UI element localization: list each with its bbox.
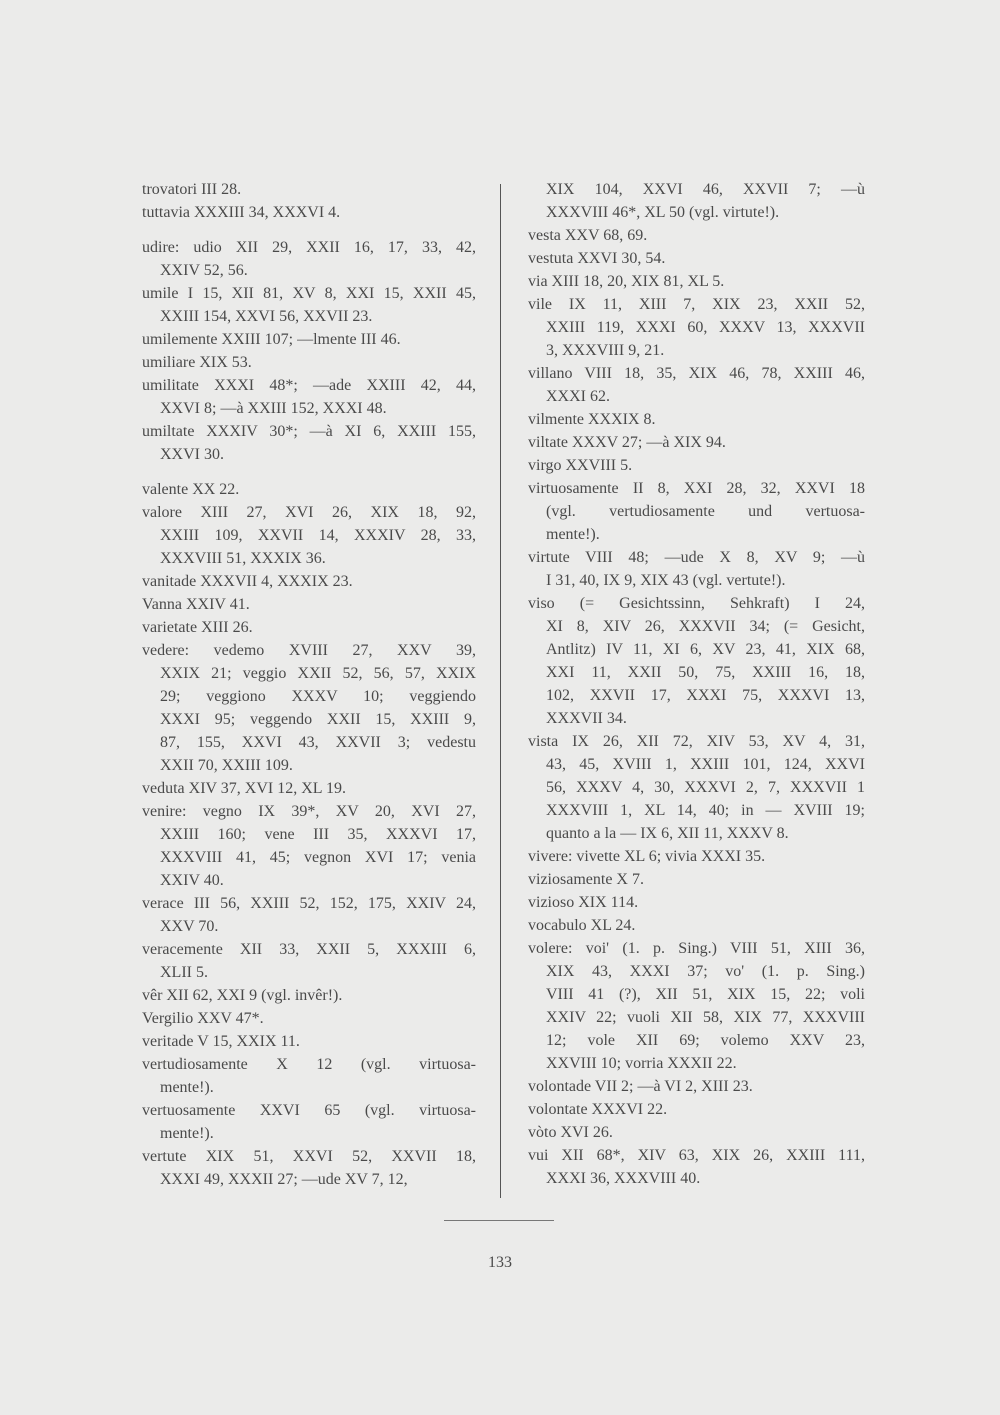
- entry-line: umiltate XXXIV 30*; —à XI 6, XXIII 155,: [142, 423, 476, 440]
- entry-line: Vanna XXIV 41.: [142, 596, 250, 613]
- entry-line: vile IX 11, XIII 7, XIX 23, XXII 52,: [528, 296, 865, 313]
- entry-line: I 31, 40, IX 9, XIX 43 (vgl. vertute!).: [546, 572, 786, 589]
- entry-line: XIX 104, XXVI 46, XXVII 7; —ù: [546, 181, 865, 198]
- entry-line: XXIV 40.: [160, 872, 224, 889]
- entry-line: veracemente XII 33, XXII 5, XXXIII 6,: [142, 941, 476, 958]
- entry-line: XXXVII 34.: [546, 710, 627, 727]
- index-entry: [142, 201, 476, 224]
- entry-line: 56, XXXV 4, 30, XXXVI 2, 7, XXXVII 1: [546, 779, 865, 796]
- entry-line: Antlitz) IV 11, XI 6, XV 23, 41, XIX 68,: [546, 641, 865, 658]
- index-entry: [528, 293, 865, 362]
- entry-line: 29; veggiono XXXV 10; veggiendo: [160, 688, 476, 705]
- index-entry: [528, 546, 865, 592]
- entry-line: XXV 70.: [160, 918, 219, 935]
- entry-line: vocabulo XL 24.: [528, 917, 636, 934]
- entry-line: 3, XXXVIII 9, 21.: [546, 342, 665, 359]
- left-column: [142, 178, 476, 1191]
- entry-line: volontade VII 2; —à VI 2, XIII 23.: [528, 1078, 753, 1095]
- index-entry: [142, 593, 476, 616]
- entry-line: mente!).: [546, 526, 600, 543]
- index-entry: [142, 984, 476, 1007]
- entry-line: XXIV 22; vuoli XII 58, XIX 77, XXXVIII: [546, 1009, 865, 1026]
- entry-line: vertuosamente XXVI 65 (vgl. virtuosa-: [142, 1102, 476, 1119]
- entry-line: virtute VIII 48; —ude X 8, XV 9; —ù: [528, 549, 865, 566]
- entry-line: viziosamente X 7.: [528, 871, 644, 888]
- index-entry: [528, 247, 865, 270]
- entry-line: vesta XXV 68, 69.: [528, 227, 648, 244]
- entry-line: XXIII 160; vene III 35, XXXVI 17,: [160, 826, 476, 843]
- index-entry: [528, 431, 865, 454]
- entry-line: virtuosamente II 8, XXI 28, 32, XXVI 18: [528, 480, 865, 497]
- entry-line: 43, 45, XVIII 1, XXIII 101, 124, XXVI: [546, 756, 865, 773]
- entry-line: udire: udio XII 29, XXII 16, 17, 33, 42,: [142, 239, 476, 256]
- footer-rule: [444, 1220, 554, 1221]
- index-entry: [528, 454, 865, 477]
- entry-line: quanto a la — IX 6, XII 11, XXXV 8.: [546, 825, 789, 842]
- section-gap: [142, 224, 476, 236]
- entry-line: valore XIII 27, XVI 26, XIX 18, 92,: [142, 504, 476, 521]
- entry-line: vanitade XXXVII 4, XXXIX 23.: [142, 573, 353, 590]
- entry-line: vertute XIX 51, XXVI 52, XXVII 18,: [142, 1148, 476, 1165]
- entry-line: via XIII 18, 20, XIX 81, XL 5.: [528, 273, 725, 290]
- index-entry: [142, 374, 476, 420]
- entry-line: vista IX 26, XII 72, XIV 53, XV 4, 31,: [528, 733, 865, 750]
- entry-line: XXXI 49, XXXII 27; —ude XV 7, 12,: [160, 1171, 408, 1188]
- entry-line: verace III 56, XXIII 52, 152, 175, XXIV 24,: [142, 895, 476, 912]
- entry-line: XXIII 119, XXXI 60, XXXV 13, XXXVII: [546, 319, 865, 336]
- entry-line: Vergilio XXV 47*.: [142, 1010, 264, 1027]
- right-column: [528, 178, 865, 1190]
- entry-line: vizioso XIX 114.: [528, 894, 639, 911]
- entry-line: XXVI 30.: [160, 446, 224, 463]
- index-entry: [142, 501, 476, 570]
- entry-line: XXXI 62.: [546, 388, 610, 405]
- entry-line: veritade V 15, XXIX 11.: [142, 1033, 300, 1050]
- entry-line: villano VIII 18, 35, XIX 46, 78, XXIII 46,: [528, 365, 865, 382]
- entry-line: XI 8, XIV 26, XXXVII 34; (= Gesicht,: [546, 618, 865, 635]
- entry-line: vêr XII 62, XXI 9 (vgl. invêr!).: [142, 987, 343, 1004]
- index-entry: [528, 730, 865, 845]
- entry-line: XXIV 52, 56.: [160, 262, 248, 279]
- entry-line: XXXVIII 41, 45; vegnon XVI 17; venia: [160, 849, 476, 866]
- page-number: 133: [488, 1254, 512, 1271]
- index-entry: [528, 1075, 865, 1098]
- index-entry: [528, 1144, 865, 1190]
- index-entry: [142, 328, 476, 351]
- entry-line: XXXVIII 1, XL 14, 40; in — XVIII 19;: [546, 802, 865, 819]
- index-entry: [142, 351, 476, 374]
- section-gap: [142, 466, 476, 478]
- entry-line: 12; vole XII 69; volemo XXV 23,: [546, 1032, 865, 1049]
- entry-line: umilemente XXIII 107; —lmente III 46.: [142, 331, 401, 348]
- entry-line: XXXI 95; veggendo XXII 15, XXIII 9,: [160, 711, 476, 728]
- entry-line: XXIII 109, XXVII 14, XXXIV 28, 33,: [160, 527, 476, 544]
- entry-line: varietate XIII 26.: [142, 619, 253, 636]
- entry-line: XIX 43, XXXI 37; vo' (1. p. Sing.): [546, 963, 865, 980]
- index-entry: [142, 1007, 476, 1030]
- index-entry: [528, 891, 865, 914]
- index-entry: [142, 420, 476, 466]
- entry-line: XXVI 8; —à XXIII 152, XXXI 48.: [160, 400, 387, 417]
- index-entry: [142, 282, 476, 328]
- index-entry: [528, 1121, 865, 1144]
- index-entry: [142, 1053, 476, 1099]
- index-entry: [528, 178, 865, 224]
- index-entry: [528, 868, 865, 891]
- index-entry: [142, 777, 476, 800]
- entry-line: 102, XXVII 17, XXXI 75, XXXVI 13,: [546, 687, 865, 704]
- entry-line: vui XII 68*, XIV 63, XIX 26, XXIII 111,: [528, 1147, 865, 1164]
- index-entry: [142, 1145, 476, 1191]
- index-entry: [142, 178, 476, 201]
- entry-line: virgo XXVIII 5.: [528, 457, 633, 474]
- entry-line: umile I 15, XII 81, XV 8, XXI 15, XXII 45,: [142, 285, 476, 302]
- entry-line: XXXVIII 51, XXXIX 36.: [160, 550, 326, 567]
- entry-line: veduta XIV 37, XVI 12, XL 19.: [142, 780, 346, 797]
- index-entry: [142, 236, 476, 282]
- index-entry: [528, 224, 865, 247]
- index-entry: [142, 892, 476, 938]
- entry-line: volere: voi' (1. p. Sing.) VIII 51, XIII 36,: [528, 940, 865, 957]
- entry-line: XXIII 154, XXVI 56, XXVII 23.: [160, 308, 373, 325]
- index-entry: [528, 937, 865, 1075]
- index-entry: [142, 1030, 476, 1053]
- index-entry: [528, 362, 865, 408]
- entry-line: umilitate XXXI 48*; —ade XXIII 42, 44,: [142, 377, 476, 394]
- index-entry: [142, 616, 476, 639]
- entry-line: umiliare XIX 53.: [142, 354, 252, 371]
- entry-line: XXII 70, XXIII 109.: [160, 757, 293, 774]
- entry-line: XXI 11, XXII 50, 75, XXIII 16, 18,: [546, 664, 865, 681]
- entry-line: valente XX 22.: [142, 481, 240, 498]
- index-entry: [142, 478, 476, 501]
- entry-line: volontate XXXVI 22.: [528, 1101, 668, 1118]
- entry-line: mente!).: [160, 1125, 214, 1142]
- entry-line: vòto XVI 26.: [528, 1124, 613, 1141]
- index-entry: [142, 639, 476, 777]
- entry-line: XLII 5.: [160, 964, 208, 981]
- entry-line: XXVIII 10; vorria XXXII 22.: [546, 1055, 737, 1072]
- entry-line: venire: vegno IX 39*, XV 20, XVI 27,: [142, 803, 476, 820]
- column-divider: [500, 184, 501, 1198]
- index-entry: [142, 1099, 476, 1145]
- entry-line: 87, 155, XXVI 43, XXVII 3; vedestu: [160, 734, 476, 751]
- entry-line: mente!).: [160, 1079, 214, 1096]
- entry-line: (vgl. vertudiosamente und vertuosa-: [546, 503, 865, 520]
- entry-line: VIII 41 (?), XII 51, XIX 15, 22; voli: [546, 986, 865, 1003]
- entry-line: XXXI 36, XXXVIII 40.: [546, 1170, 701, 1187]
- index-entry: [142, 800, 476, 892]
- entry-line: vestuta XXVI 30, 54.: [528, 250, 666, 267]
- index-entry: [528, 477, 865, 546]
- entry-line: tuttavia XXXIII 34, XXXVI 4.: [142, 204, 341, 221]
- index-entry: [528, 270, 865, 293]
- entry-line: vilmente XXXIX 8.: [528, 411, 656, 428]
- entry-line: viso (= Gesichtssinn, Sehkraft) I 24,: [528, 595, 865, 612]
- entry-line: XXXVIII 46*, XL 50 (vgl. virtute!).: [546, 204, 780, 221]
- index-entry: [528, 408, 865, 431]
- entry-line: viltate XXXV 27; —à XIX 94.: [528, 434, 726, 451]
- entry-line: trovatori III 28.: [142, 181, 242, 198]
- entry-line: XXIX 21; veggio XXII 52, 56, 57, XXIX: [160, 665, 476, 682]
- index-entry: [528, 845, 865, 868]
- index-entry: [142, 938, 476, 984]
- index-entry: [142, 570, 476, 593]
- index-entry: [528, 592, 865, 730]
- entry-line: vedere: vedemo XVIII 27, XXV 39,: [142, 642, 476, 659]
- index-entry: [528, 1098, 865, 1121]
- entry-line: vertudiosamente X 12 (vgl. virtuosa-: [142, 1056, 476, 1073]
- entry-line: vivere: vivette XL 6; vivia XXXI 35.: [528, 848, 766, 865]
- index-entry: [528, 914, 865, 937]
